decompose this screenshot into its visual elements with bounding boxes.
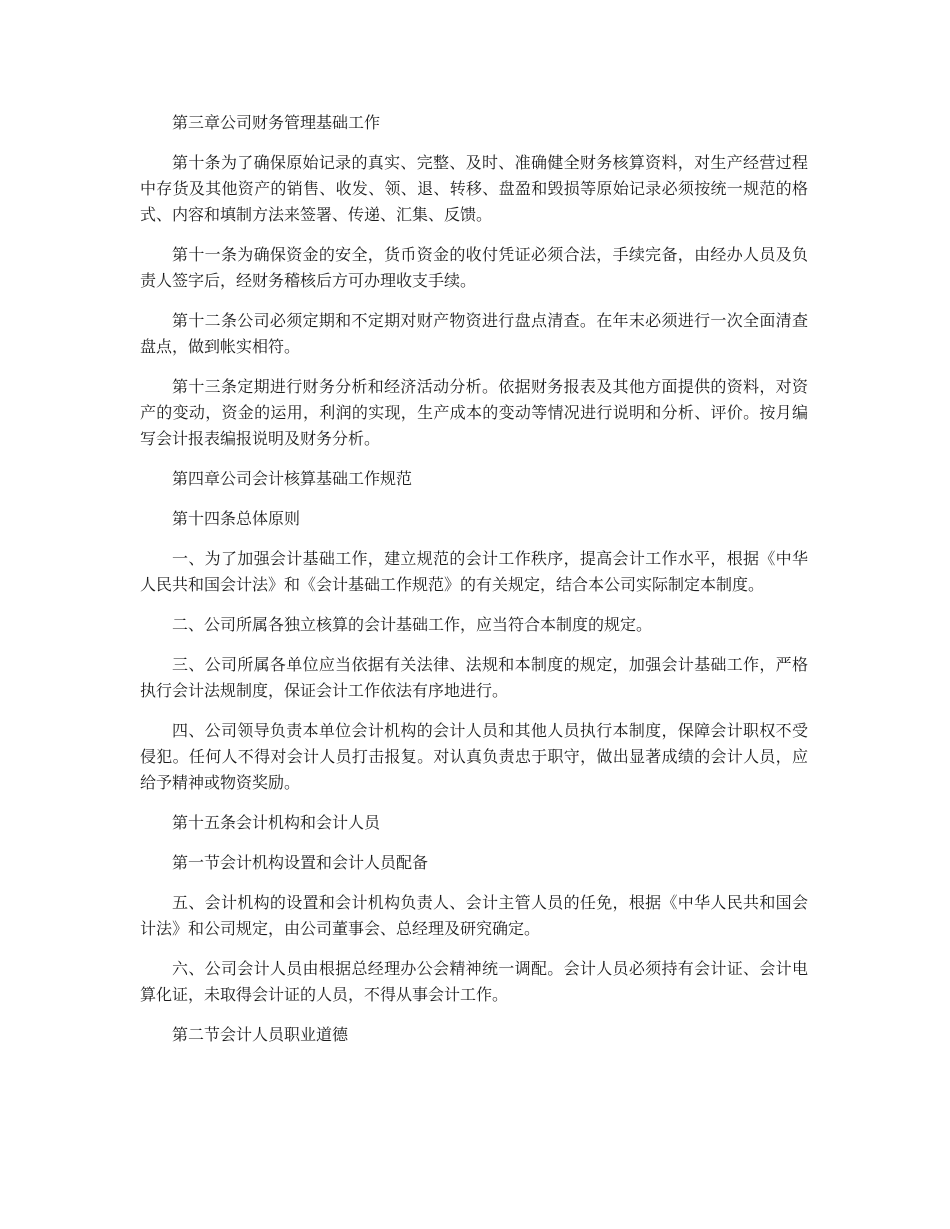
chapter-heading: 第四章公司会计核算基础工作规范	[172, 469, 413, 488]
clause-paragraph: 四、公司领导负责本单位会计机构的会计人员和其他人员执行本制度，保障会计职权不受侵犯。任何人不得对会计人员打击报复。对认真负责忠于职守，做出显著成绩的会计人员，应给予精神或物资奖励。	[140, 721, 808, 792]
section-heading: 第二节会计人员职业道德	[172, 1025, 349, 1044]
chapter-heading: 第三章公司财务管理基础工作	[172, 113, 381, 132]
clause-paragraph: 三、公司所属各单位应当依据有关法律、法规和本制度的规定，加强会计基础工作，严格执行会计法规制度，保证会计工作依法有序地进行。	[140, 655, 808, 700]
clause-paragraph: 一、为了加强会计基础工作，建立规范的会计工作秩序，提高会计工作水平，根据《中华人民共和国会计法》和《会计基础工作规范》的有关规定，结合本公司实际制定本制度。	[140, 549, 808, 594]
document-page	[140, 110, 808, 1062]
section-heading: 第一节会计机构设置和会计人员配备	[172, 853, 429, 872]
article-heading: 第十五条会计机构和会计人员	[172, 813, 381, 832]
clause-paragraph: 五、会计机构的设置和会计机构负责人、会计主管人员的任免，根据《中华人民共和国会计法》和公司规定，由公司董事会、总经理及研究确定。	[140, 893, 808, 938]
clause-paragraph: 二、公司所属各独立核算的会计基础工作，应当符合本制度的规定。	[172, 615, 653, 634]
article-heading: 第十四条总体原则	[172, 509, 301, 528]
clause-paragraph: 六、公司会计人员由根据总经理办公会精神统一调配。会计人员必须持有会计证、会计电算化证，未取得会计证的人员，不得从事会计工作。	[140, 959, 808, 1004]
article-paragraph: 第十一条为确保资金的安全，货币资金的收付凭证必须合法，手续完备，由经办人员及负责人签字后，经财务稽核后方可办理收支手续。	[140, 245, 808, 290]
article-paragraph: 第十条为了确保原始记录的真实、完整、及时、准确健全财务核算资料，对生产经营过程中存货及其他资产的销售、收发、领、退、转移、盘盈和毁损等原始记录必须按统一规范的格式、内容和填制方法来签署、传递、汇集、反馈。	[140, 153, 808, 224]
article-paragraph: 第十三条定期进行财务分析和经济活动分析。依据财务报表及其他方面提供的资料，对资产的变动，资金的运用，利润的实现，生产成本的变动等情况进行说明和分析、评价。按月编写会计报表编报说明及财务分析。	[140, 377, 808, 448]
article-paragraph: 第十二条公司必须定期和不定期对财产物资进行盘点清查。在年末必须进行一次全面清查盘点，做到帐实相符。	[140, 311, 808, 356]
